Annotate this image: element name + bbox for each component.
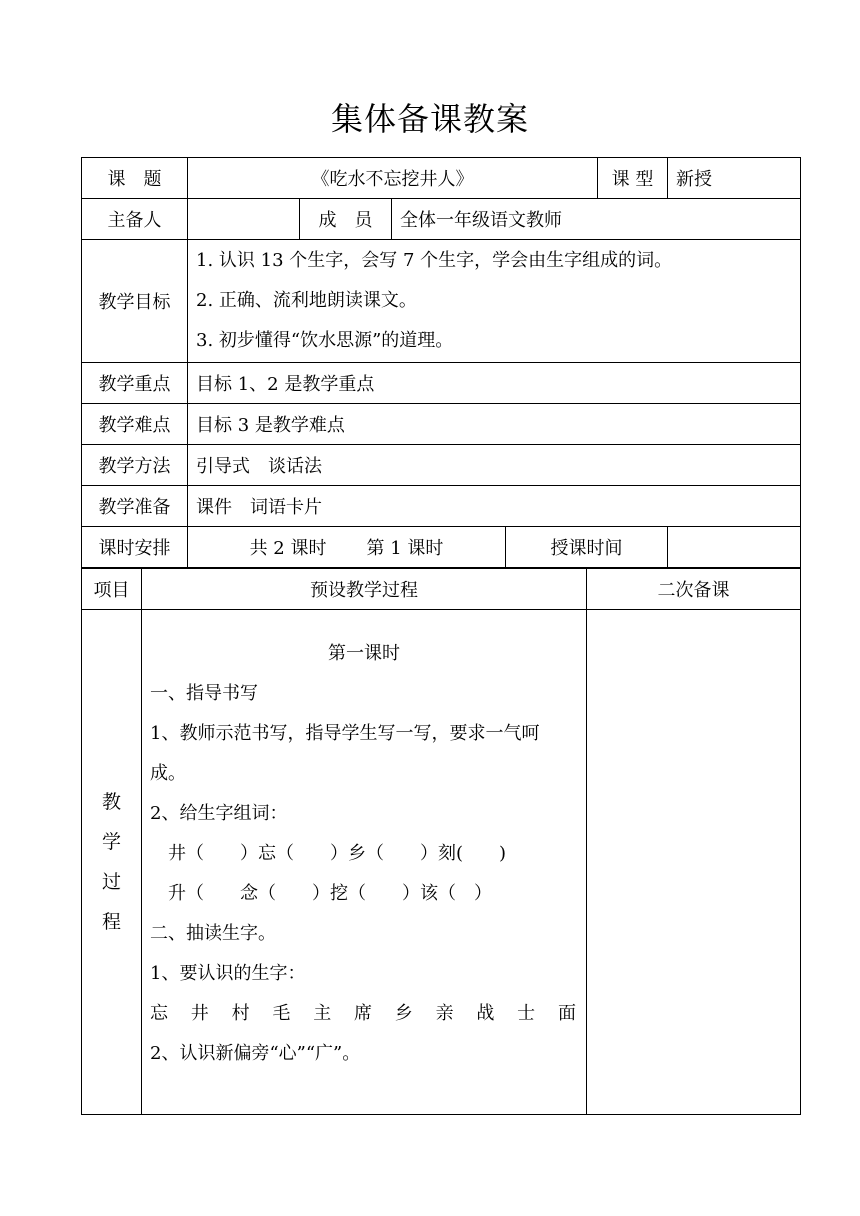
time-value [668,527,801,568]
character: 乡 [394,1003,413,1024]
step-text: 1、教师示范书写，指导学生写一写，要求一气呵 [150,723,540,744]
objective-item: 2. 正确、流利地朗读课文。 [196,290,417,311]
process-table [81,568,801,1115]
prep-row [82,486,801,527]
topic-row [82,158,801,199]
objectives-label: 教学目标 [82,240,188,363]
character: 面 [557,1003,576,1024]
second-prep-cell [587,610,801,1115]
process-side-label [82,610,142,1115]
step-text: 2、认识新偏旁“心”“广”。 [150,1043,361,1064]
schedule-total: 共 2 课时 [249,538,327,559]
topic-value: 《吃水不忘挖井人》 [188,158,598,199]
key-row [82,363,801,404]
host-label: 主备人 [82,199,188,240]
members-label: 成 员 [300,199,392,240]
type-label: 课 型 [598,158,668,199]
section-title: 一、指导书写 [150,683,258,704]
step-text: 2、给生字组词： [150,803,288,824]
character: 席 [353,1003,372,1024]
process-content [142,610,587,1115]
process-body-row [82,610,801,1115]
lesson-info-table [81,157,801,568]
character: 战 [476,1003,495,1024]
method-label: 教学方法 [82,445,188,486]
step-text: 1、要认识的生字： [150,963,306,984]
schedule-current: 第 1 课时 [366,538,444,559]
character: 主 [313,1003,332,1024]
objective-item: 3. 初步懂得“饮水思源”的道理。 [196,330,454,351]
key-label: 教学重点 [82,363,188,404]
character: 忘 [150,1003,168,1024]
schedule-row [82,527,801,568]
schedule-label: 课时安排 [82,527,188,568]
side-char: 教 [101,791,121,813]
col-second-header: 二次备课 [587,569,801,610]
word-exercise-row: 升（ 念（ ）挖（ ）该（ ） [150,883,492,904]
time-label: 授课时间 [506,527,668,568]
character: 村 [231,1003,250,1024]
members-value: 全体一年级语文教师 [392,199,801,240]
method-row [82,445,801,486]
process-header-row [82,569,801,610]
page-title: 集体备课教案 [330,100,529,138]
objective-item: 1. 认识 13 个生字，会写 7 个生字，学会由生字组成的词。 [196,250,673,271]
col-process-header: 预设教学过程 [142,569,587,610]
character: 井 [190,1003,209,1024]
word-exercise-row: 井（ ）忘（ ）乡（ ）刻( ) [150,843,507,864]
prep-value: 课件 词语卡片 [188,486,801,527]
host-row [82,199,801,240]
schedule-value [188,527,506,568]
difficulty-label: 教学难点 [82,404,188,445]
objectives-list [188,240,801,363]
type-value: 新授 [668,158,801,199]
lesson-heading: 第一课时 [328,643,400,664]
character-list [150,994,578,1034]
step-text: 成。 [150,763,186,784]
difficulty-row [82,404,801,445]
side-char: 过 [101,871,121,893]
section-title: 二、抽读生字。 [150,923,276,944]
method-value: 引导式 谈话法 [188,445,801,486]
host-value [188,199,300,240]
character: 毛 [272,1003,291,1024]
topic-label: 课 题 [82,158,188,199]
difficulty-value: 目标 3 是教学难点 [188,404,801,445]
objectives-row [82,240,801,363]
prep-label: 教学准备 [82,486,188,527]
col-item-header: 项目 [82,569,142,610]
character: 亲 [435,1003,454,1024]
side-char: 程 [101,911,121,933]
side-char: 学 [101,831,121,853]
character: 士 [517,1003,536,1024]
key-value: 目标 1、2 是教学重点 [188,363,801,404]
